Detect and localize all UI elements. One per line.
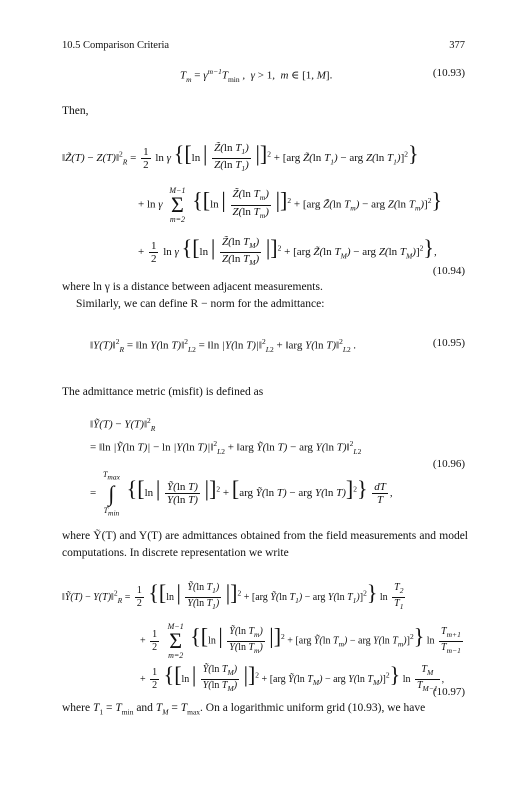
page-number: 377 [449, 40, 465, 51]
equation-10-94-line-3: + $\frac{1}{2}$ ln γ {[ln | $\frac{Z̃(\ln T_M)}{Z(\ln T_M)}$ |]$^2$ + [arg Z̃(ln $T_M$) − arg Z(ln $T_M)]^2$}, [138, 235, 437, 268]
equation-10-93: $T_m = \gamma^{m-1}T_{min}$ , γ > 1, m ∈ [1, M]. [180, 67, 333, 84]
equation-10-94-line-2: + ln γ M−1 Σ m=2 {[ln | $\frac{Z̃(\ln T_m)}{Z(\ln T_m)}$ |]$^2$ + [arg Z̃(ln $T_m$) − arg Z(ln $T_m)]^2$} [138, 186, 443, 224]
equation-10-97-line-1: ‖Ỹ(T) − Y(T)‖$^2_R$ = $\frac{1}{2}$ {[ln | $\frac{Ỹ(\ln T_1)}{Y(\ln T_1)}$ |]$^2$ + [arg Ỹ(ln $T_1$) − arg Y(ln $T_1)]^2$} ln $\frac{T_2}{T_1}$ [62, 580, 404, 612]
text-then: Then, [62, 105, 89, 117]
section-header: 10.5 Comparison Criteria [62, 40, 170, 51]
equation-number-10-97: (10.97) [432, 686, 465, 698]
paragraph-admittance-metric: The admittance metric (misfit) is defined as [62, 386, 264, 398]
equation-10-96-line-2: = ‖ln |Ỹ(ln T)| − ln |Y(ln T)|‖$^2_{L2}$ + ‖arg Ỹ(ln T) − arg Y(ln T)‖$^2_{L2}$ [90, 439, 362, 456]
equation-number-10-96: (10.96) [432, 458, 465, 470]
equation-10-97-line-3: + $\frac{1}{2}$ {[ln | $\frac{Ỹ(\ln T_M)}{Y(\ln T_M)}$ |]$^2$ + [arg Ỹ(ln $T_M$) − arg Y(ln $T_M)]^2$} ln $\frac{T_M}{T_{M-1}}$ , [140, 662, 445, 694]
equation-number-10-95: (10.95) [432, 337, 465, 349]
equation-number-10-93: (10.93) [432, 67, 465, 79]
equation-10-97-line-2: + $\frac{1}{2}$ M−1 Σ m=2 {[ln | $\frac{Ỹ(\ln T_m)}{Y(\ln T_m)}$ |]$^2$ + [arg Ỹ(ln $T_m$) − arg Y(ln $T_m)]^2$} ln $\frac{T_{m+1}}{T_{m-1}}$ [140, 622, 461, 660]
equation-number-10-94: (10.94) [432, 265, 465, 277]
paragraph-similarly: Similarly, we can define R − norm for the admittance: [76, 298, 325, 310]
equation-10-96-line-3: = $T_{max}$ ∫ $T_{min}$ {[ln | $\frac{\text{Ỹ(ln T)}}{\text{Y(ln T)}}$ |]$^2$ + [arg Ỹ(ln T) − arg Y(ln T)]$^2$} $\frac{dT}{T}$ , [90, 470, 393, 518]
paragraph-admittances: where Ỹ(T) and Y(T) are admittances obtained from the field measurements and model computations. In discrete representation we write [62, 530, 468, 559]
paragraph-distance: where ln γ is a distance between adjacent measurements. [62, 281, 323, 293]
equation-10-95: ‖Y(T)‖$^2_R$ = ‖ln Y(ln T)‖$^2_{L2}$ = ‖ln |Y(ln T)|‖$^2_{L2}$ + ‖arg Y(ln T)‖$^2_{L2}$ . [90, 337, 357, 354]
paragraph-grid: where $T_1 = T_{min}$ and $T_M = T_{max}$. On a logarithmic uniform grid (10.93), we have [62, 702, 426, 717]
equation-10-96-line-1: ‖Ỹ(T) − Y(T)‖$^2_R$ [90, 416, 156, 433]
equation-10-94-line-1: ‖Z̃(T) − Z(T)‖$^2_R$ = $\frac{1}{2}$ ln γ {[ln | $\frac{Z̃(\ln T_1)}{Z(\ln T_1)}$ |]$^2$ + [arg Z̃(ln $T_1$) − arg Z(ln $T_1)]^2$} [62, 141, 419, 174]
